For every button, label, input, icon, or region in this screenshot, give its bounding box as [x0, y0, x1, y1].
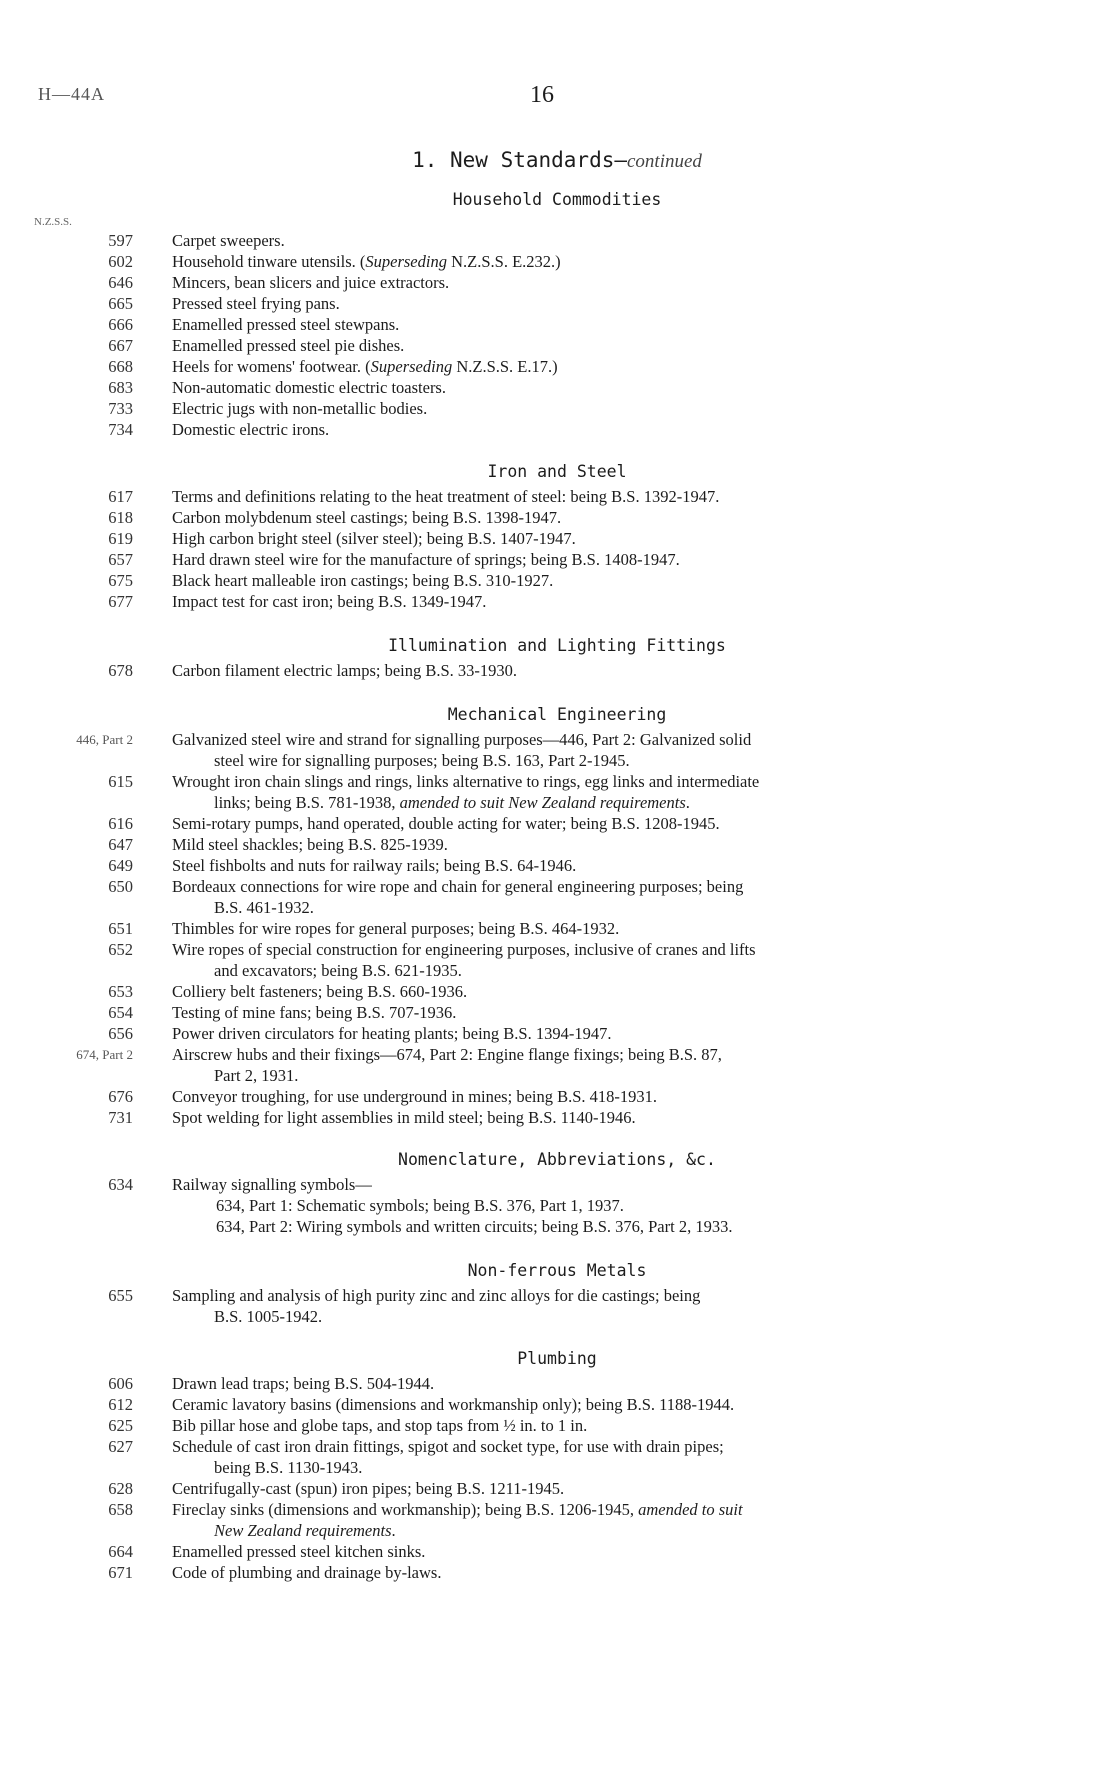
description-continuation: being B.S. 1130-1943.: [214, 1458, 363, 1477]
page-title: [0, 148, 1114, 173]
description-text: Wrought iron chain slings and rings, links alternative to rings, egg links and intermediate: [172, 772, 760, 791]
standard-number: 733: [108, 399, 133, 418]
description-text: Heels for womens' footwear. (Superseding N.Z.S.S. E.17.): [172, 357, 558, 376]
description-text: Testing of mine fans; being B.S. 707-1936.: [172, 1003, 457, 1022]
standard-entry: [0, 230, 1114, 251]
standard-entry: [0, 660, 1114, 681]
section: [0, 1257, 1114, 1327]
description-text: Terms and definitions relating to the heat treatment of steel: being B.S. 1392-1947.: [172, 487, 720, 506]
standard-description: [172, 981, 1034, 1002]
description-text: Mincers, bean slicers and juice extractors.: [172, 273, 450, 292]
standard-number: 657: [108, 550, 133, 569]
standard-entry: [0, 1541, 1114, 1562]
standard-entry: [0, 1086, 1114, 1107]
section: [0, 632, 1114, 681]
standard-description: [172, 528, 1034, 549]
standard-number: 647: [108, 835, 133, 854]
standard-number: 678: [108, 661, 133, 680]
description-continuation: B.S. 1005-1942.: [214, 1307, 323, 1326]
standard-description: [172, 549, 1034, 570]
description-text: Colliery belt fasteners; being B.S. 660-1936.: [172, 982, 468, 1001]
standard-description: [172, 876, 1034, 918]
standard-entry: [0, 771, 1114, 813]
description-text: Bib pillar hose and globe taps, and stop taps from ½ in. to 1 in.: [172, 1416, 588, 1435]
standard-entry: [0, 314, 1114, 335]
standards-list: [0, 186, 1114, 1583]
standard-number: 676: [108, 1087, 133, 1106]
standard-entry: [0, 729, 1114, 771]
standard-number: 619: [108, 529, 133, 548]
standard-number: 734: [108, 420, 133, 439]
standard-number: 602: [108, 252, 133, 271]
standard-number: 625: [108, 1416, 133, 1435]
standard-number: 651: [108, 919, 133, 938]
standard-description: [172, 251, 1034, 272]
standard-description: [172, 1499, 1034, 1541]
italic-phrase: amended to suit: [638, 1500, 743, 1519]
description-text: Enamelled pressed steel kitchen sinks.: [172, 1542, 426, 1561]
standard-description: [172, 1415, 1034, 1436]
standard-entry: [0, 1436, 1114, 1478]
description-text: Carbon filament electric lamps; being B.S. 33-1930.: [172, 661, 518, 680]
standard-description: [172, 314, 1034, 335]
section: [0, 1345, 1114, 1583]
standard-entry: [0, 272, 1114, 293]
description-text: Household tinware utensils. (Superseding N.Z.S.S. E.232.): [172, 252, 561, 271]
description-text: Sampling and analysis of high purity zinc and zinc alloys for die castings; being: [172, 1286, 701, 1305]
section-title: Mechanical Engineering: [447, 705, 667, 724]
description-continuation: Part 2, 1931.: [214, 1066, 299, 1085]
standard-entry: [0, 1285, 1114, 1327]
description-text: Drawn lead traps; being B.S. 504-1944.: [172, 1374, 435, 1393]
section-title: Nomenclature, Abbreviations, &c.: [398, 1150, 716, 1169]
description-text: Electric jugs with non-metallic bodies.: [172, 399, 428, 418]
standard-description: [172, 230, 1034, 251]
standard-description: [172, 1562, 1034, 1583]
section-title: Household Commodities: [452, 190, 662, 209]
description-text: Non-automatic domestic electric toasters.: [172, 378, 446, 397]
standard-description: [172, 939, 1034, 981]
standard-description: [172, 1541, 1034, 1562]
sub-entry: 634, Part 2: Wiring symbols and written circuits; being B.S. 376, Part 2, 1933.: [216, 1217, 733, 1236]
standard-number: 667: [108, 336, 133, 355]
description-text: Semi-rotary pumps, hand operated, double acting for water; being B.S. 1208-1945.: [172, 814, 720, 833]
standard-number: 649: [108, 856, 133, 875]
standard-entry: [0, 251, 1114, 272]
description-text: Pressed steel frying pans.: [172, 294, 340, 313]
description-text: Galvanized steel wire and strand for signalling purposes—446, Part 2: Galvanized solid: [172, 730, 752, 749]
standard-number: 654: [108, 1003, 133, 1022]
standard-description: [172, 293, 1034, 314]
standard-number: 674, Part 2: [76, 1047, 133, 1062]
standard-number: 656: [108, 1024, 133, 1043]
standard-number: 628: [108, 1479, 133, 1498]
standard-number: 597: [108, 231, 133, 250]
standard-entry: [0, 591, 1114, 612]
page-number: 16: [530, 82, 554, 108]
description-text: Mild steel shackles; being B.S. 825-1939.: [172, 835, 448, 854]
description-text: Bordeaux connections for wire rope and chain for general engineering purposes; being: [172, 877, 744, 896]
standard-description: [172, 1044, 1034, 1086]
description-text: Centrifugally-cast (spun) iron pipes; being B.S. 1211-1945.: [172, 1479, 565, 1498]
standard-entry: [0, 1002, 1114, 1023]
description-continuation: and excavators; being B.S. 621-1935.: [214, 961, 462, 980]
column-label: N.Z.S.S.: [34, 216, 72, 228]
standard-number: 627: [108, 1437, 133, 1456]
section: [0, 701, 1114, 1128]
description-text: Thimbles for wire ropes for general purposes; being B.S. 464-1932.: [172, 919, 620, 938]
page-header: [0, 84, 1114, 114]
standard-number: 655: [108, 1286, 133, 1305]
italic-phrase: amended to suit New Zealand requirements: [399, 793, 686, 812]
standard-entry: [0, 813, 1114, 834]
standard-description: [172, 1086, 1034, 1107]
standard-entry: [0, 1044, 1114, 1086]
description-text: Power driven circulators for heating plants; being B.S. 1394-1947.: [172, 1024, 612, 1043]
section-title: Plumbing: [517, 1349, 597, 1368]
standard-description: [172, 398, 1034, 419]
standard-number: 646: [108, 273, 133, 292]
description-continuation: New Zealand requirements.: [214, 1521, 396, 1540]
standard-description: [172, 1023, 1034, 1044]
standard-description: [172, 1107, 1034, 1128]
standard-number: 677: [108, 592, 133, 611]
description-text: Carpet sweepers.: [172, 231, 285, 250]
standard-number: 653: [108, 982, 133, 1001]
standard-description: [172, 1174, 1034, 1237]
standard-entry: [0, 1174, 1114, 1237]
description-text: Airscrew hubs and their fixings—674, Part 2: Engine flange fixings; being B.S. 87,: [172, 1045, 722, 1064]
standard-entry: [0, 1023, 1114, 1044]
description-text: Ceramic lavatory basins (dimensions and workmanship only); being B.S. 1188-1944.: [172, 1395, 735, 1414]
standard-number: 675: [108, 571, 133, 590]
description-text: Impact test for cast iron; being B.S. 1349-1947.: [172, 592, 487, 611]
section-title: Illumination and Lighting Fittings: [388, 636, 726, 655]
standard-description: [172, 272, 1034, 293]
standard-entry: [0, 1478, 1114, 1499]
parliamentary-paper-ref: H—44A: [38, 84, 105, 104]
description-text: Fireclay sinks (dimensions and workmanship); being B.S. 1206-1945, amended to suit: [172, 1500, 743, 1519]
standard-description: [172, 356, 1034, 377]
standard-entry: [0, 1373, 1114, 1394]
standard-entry: [0, 855, 1114, 876]
standard-entry: [0, 570, 1114, 591]
standard-description: [172, 1285, 1034, 1327]
standard-number: 612: [108, 1395, 133, 1414]
description-text: Code of plumbing and drainage by-laws.: [172, 1563, 442, 1582]
standard-number: 617: [108, 487, 133, 506]
description-continuation: steel wire for signalling purposes; being B.S. 163, Part 2-1945.: [214, 751, 630, 770]
standard-number: 668: [108, 357, 133, 376]
standard-number: 665: [108, 294, 133, 313]
standard-description: [172, 1373, 1034, 1394]
standard-entry: [0, 1499, 1114, 1541]
standard-entry: [0, 549, 1114, 570]
standard-entry: [0, 293, 1114, 314]
standard-description: [172, 855, 1034, 876]
section: [0, 1146, 1114, 1237]
standard-entry: [0, 335, 1114, 356]
standard-number: 616: [108, 814, 133, 833]
standard-entry: [0, 528, 1114, 549]
description-text: Conveyor troughing, for use underground in mines; being B.S. 418-1931.: [172, 1087, 658, 1106]
standard-description: [172, 729, 1034, 771]
standard-number: 652: [108, 940, 133, 959]
description-continuation: B.S. 461-1932.: [214, 898, 314, 917]
standard-entry: [0, 918, 1114, 939]
standard-entry: [0, 419, 1114, 440]
description-text: Black heart malleable iron castings; being B.S. 310-1927.: [172, 571, 554, 590]
standard-entry: [0, 939, 1114, 981]
title-suffix: continued: [627, 151, 702, 172]
section-title: Iron and Steel: [487, 462, 627, 481]
description-text: Enamelled pressed steel stewpans.: [172, 315, 400, 334]
standard-number: 446, Part 2: [76, 732, 133, 747]
description-text: Railway signalling symbols—: [172, 1175, 372, 1194]
standard-number: 731: [108, 1108, 133, 1127]
title-main: 1. New Standards—: [412, 148, 627, 172]
description-text: Hard drawn steel wire for the manufacture of springs; being B.S. 1408-1947.: [172, 550, 680, 569]
section: [0, 186, 1114, 440]
standard-description: [172, 591, 1034, 612]
standard-entry: [0, 1394, 1114, 1415]
standard-description: [172, 1394, 1034, 1415]
standard-description: [172, 1478, 1034, 1499]
italic-phrase: Superseding: [365, 252, 447, 271]
sub-entry: 634, Part 1: Schematic symbols; being B.S. 376, Part 1, 1937.: [216, 1196, 624, 1215]
standard-description: [172, 335, 1034, 356]
standard-entry: [0, 356, 1114, 377]
standard-entry: [0, 834, 1114, 855]
standard-number: 666: [108, 315, 133, 334]
description-text: Domestic electric irons.: [172, 420, 330, 439]
standard-entry: [0, 398, 1114, 419]
standard-number: 615: [108, 772, 133, 791]
standard-entry: [0, 377, 1114, 398]
standard-entry: [0, 981, 1114, 1002]
standard-entry: [0, 1107, 1114, 1128]
standard-number: 634: [108, 1175, 133, 1194]
standard-description: [172, 377, 1034, 398]
italic-phrase: Superseding: [370, 357, 453, 376]
description-continuation: links; being B.S. 781-1938, amended to suit New Zealand requirements.: [214, 793, 690, 812]
description-text: Enamelled pressed steel pie dishes.: [172, 336, 405, 355]
description-text: High carbon bright steel (silver steel); being B.S. 1407-1947.: [172, 529, 576, 548]
standard-entry: [0, 486, 1114, 507]
section: [0, 458, 1114, 612]
standard-entry: [0, 1562, 1114, 1583]
standard-entry: [0, 507, 1114, 528]
section-title: Non-ferrous Metals: [467, 1261, 647, 1280]
standard-number: 671: [108, 1563, 133, 1582]
standard-entry: [0, 1415, 1114, 1436]
description-text: Spot welding for light assemblies in mild steel; being B.S. 1140-1946.: [172, 1108, 636, 1127]
standard-number: 606: [108, 1374, 133, 1393]
description-text: Carbon molybdenum steel castings; being B.S. 1398-1947.: [172, 508, 562, 527]
standard-description: [172, 570, 1034, 591]
standard-description: [172, 486, 1034, 507]
standard-description: [172, 1436, 1034, 1478]
standard-number: 664: [108, 1542, 133, 1561]
standard-description: [172, 771, 1034, 813]
standard-description: [172, 660, 1034, 681]
standard-description: [172, 419, 1034, 440]
italic-phrase: New Zealand requirements: [214, 1521, 392, 1540]
standard-entry: [0, 876, 1114, 918]
standard-number: 650: [108, 877, 133, 896]
standard-number: 618: [108, 508, 133, 527]
standard-description: [172, 507, 1034, 528]
standard-description: [172, 813, 1034, 834]
description-text: Steel fishbolts and nuts for railway rails; being B.S. 64-1946.: [172, 856, 577, 875]
standard-description: [172, 1002, 1034, 1023]
standard-number: 658: [108, 1500, 133, 1519]
description-text: Schedule of cast iron drain fittings, spigot and socket type, for use with drain pipes;: [172, 1437, 724, 1456]
description-text: Wire ropes of special construction for engineering purposes, inclusive of cranes and lifts: [172, 940, 756, 959]
standard-number: 683: [108, 378, 133, 397]
standard-description: [172, 834, 1034, 855]
standard-description: [172, 918, 1034, 939]
